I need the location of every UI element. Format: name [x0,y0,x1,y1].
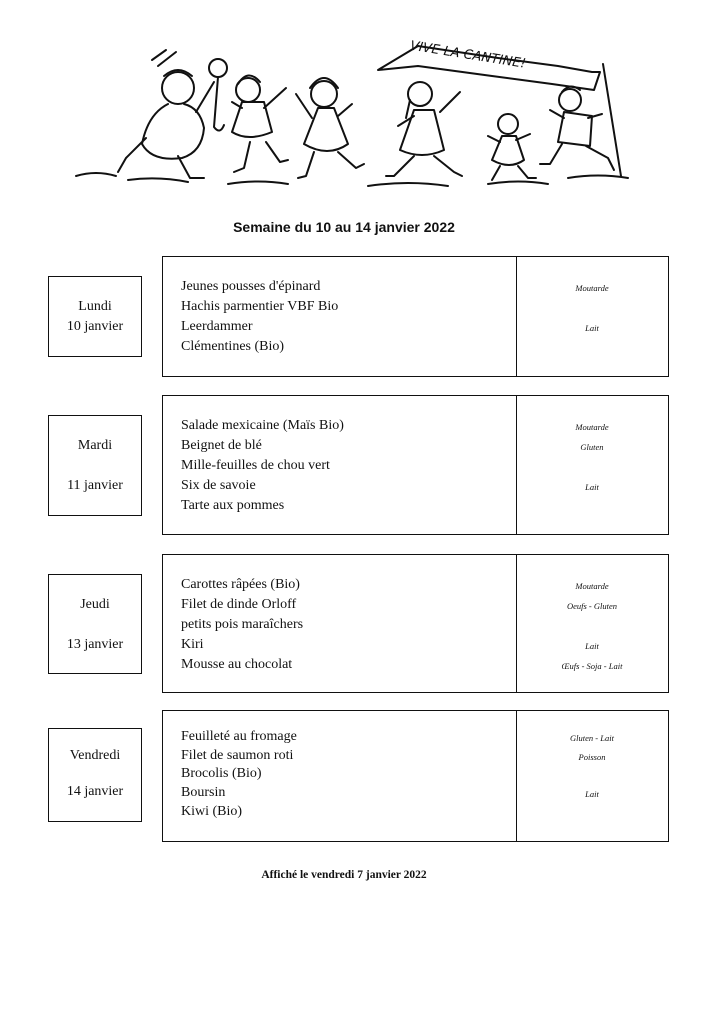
children-parade-drawing [68,38,660,198]
dish: Clémentines (Bio) [181,339,285,354]
allergen: Lait [585,641,599,651]
dish: Filet de saumon roti [181,748,294,763]
dish: Jeunes pousses d'épinard [181,279,321,294]
dish: Filet de dinde Orloff [181,597,297,612]
day-name: Vendredi [69,748,121,763]
day-date: 14 janvier [66,784,124,799]
dish: Kiwi (Bio) [181,804,243,819]
column-divider [516,396,517,534]
allergen: Moutarde [575,581,609,591]
dish: Six de savoie [181,478,256,493]
allergen: Gluten - Lait [570,733,614,743]
dish: Carottes râpées (Bio) [181,577,300,592]
dish: Mousse au chocolat [181,657,293,672]
dish: Feuilleté au fromage [181,729,297,744]
allergen: Gluten [580,442,604,452]
menu-box-jeudi [162,554,669,693]
allergen: Poisson [578,752,606,762]
day-label-jeudi [48,574,142,674]
day-label-mardi [48,415,142,516]
menu-box-lundi [162,256,669,377]
dish: Tarte aux pommes [181,498,285,513]
banner-slogan: VIVE LA CANTINE! [408,38,527,72]
dish: Boursin [181,785,226,800]
day-name: Mardi [77,438,113,453]
cantine-banner-illustration [68,38,660,198]
column-divider [516,711,517,841]
day-label-vendredi [48,728,142,822]
dish: Mille-feuilles de chou vert [181,458,330,473]
allergen: Moutarde [575,422,609,432]
allergen: Moutarde [575,283,609,293]
day-date: 11 janvier [67,478,123,493]
allergen: Œufs - Soja - Lait [561,661,623,671]
dish: Beignet de blé [181,438,262,453]
dish: Hachis parmentier VBF Bio [181,299,339,314]
day-date: 13 janvier [66,637,124,652]
day-label-lundi [48,276,142,357]
allergen: Lait [585,323,599,333]
dish: petits pois maraîchers [181,617,304,632]
allergen: Lait [585,789,599,799]
allergen: Lait [585,482,599,492]
day-name: Jeudi [80,597,110,612]
posted-date-note: Affiché le vendredi 7 janvier 2022 [261,869,427,881]
allergen: Oeufs - Gluten [566,601,618,611]
week-title: Semaine du 10 au 14 janvier 2022 [233,219,455,235]
dish: Kiri [181,637,204,652]
dish: Brocolis (Bio) [181,766,262,781]
day-name: Lundi [78,299,112,314]
day-date: 10 janvier [66,319,124,334]
dish: Salade mexicaine (Maïs Bio) [181,418,344,433]
column-divider [516,257,517,376]
dish: Leerdammer [181,319,253,334]
menu-box-mardi [162,395,669,535]
menu-box-vendredi [162,710,669,842]
